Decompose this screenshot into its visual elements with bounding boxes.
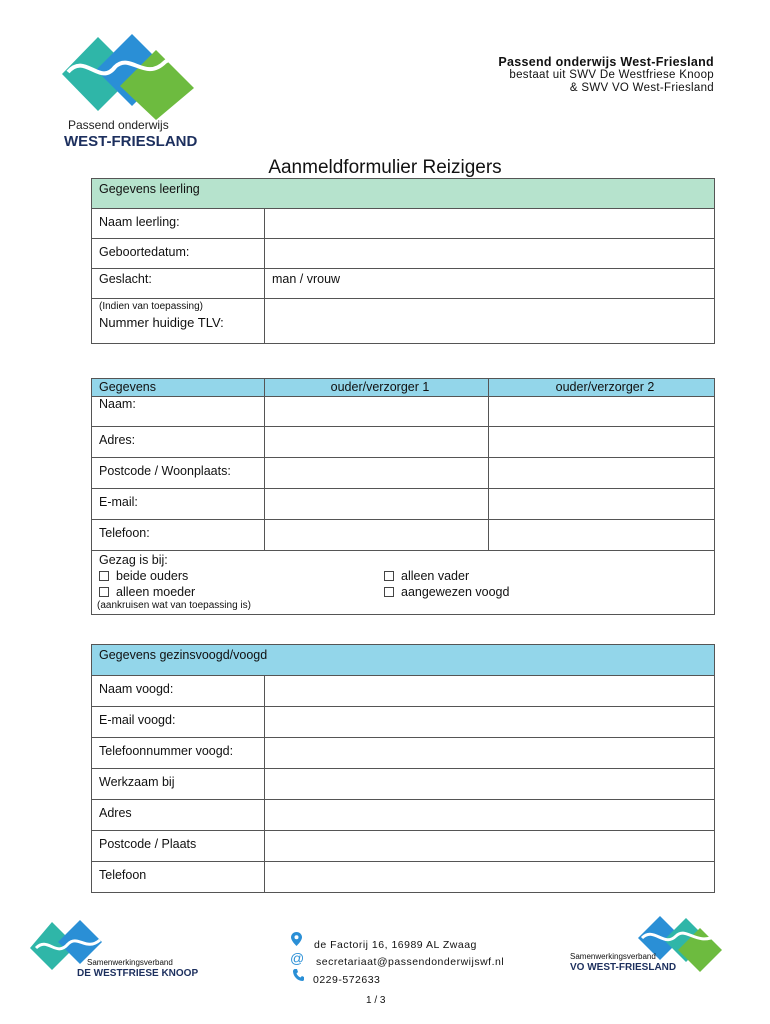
input-telefoon-ouder-2[interactable] bbox=[489, 520, 715, 551]
logo-text-small: Passend onderwijs bbox=[68, 118, 169, 132]
input-naam-voogd[interactable] bbox=[265, 676, 715, 707]
gezag-option-label: alleen moeder bbox=[116, 585, 196, 599]
org-info bbox=[498, 56, 714, 95]
label-naam-voogd: Naam voogd: bbox=[92, 676, 265, 707]
footer-logo-right bbox=[570, 914, 740, 976]
org-line-3: & SWV VO West-Friesland bbox=[569, 82, 714, 94]
form-title: Aanmeldformulier Reizigers bbox=[268, 157, 502, 178]
gezag-option-alleen-moeder[interactable] bbox=[99, 585, 195, 599]
footer-address: de Factorij 16, 16989 AL Zwaag bbox=[314, 939, 477, 951]
section-voogd: Gegevens gezinsvoogd/voogd bbox=[92, 645, 715, 676]
label-naam-leerling: Naam leerling: bbox=[92, 209, 265, 239]
logo-mark bbox=[60, 32, 200, 122]
footer-right-big: VO WEST-FRIESLAND bbox=[570, 962, 677, 973]
label-adres-voogd: Adres bbox=[92, 800, 265, 831]
header-ouder-2: ouder/verzorger 2 bbox=[489, 379, 715, 397]
label-tlv bbox=[92, 299, 265, 344]
section-ouders: Gegevens bbox=[92, 379, 265, 397]
gezag-section bbox=[91, 548, 715, 615]
checkbox-icon[interactable] bbox=[384, 571, 394, 581]
footer-right-small: Samenwerkingsverband bbox=[570, 952, 656, 961]
footer-left-small: Samenwerkingsverband bbox=[87, 958, 173, 967]
voogd-table bbox=[91, 644, 715, 893]
input-email-voogd[interactable] bbox=[265, 707, 715, 738]
input-email-ouder-1[interactable] bbox=[265, 489, 489, 520]
logo-text-big: WEST-FRIESLAND bbox=[64, 133, 198, 150]
gezag-option-alleen-vader[interactable] bbox=[384, 569, 469, 583]
checkbox-icon[interactable] bbox=[384, 587, 394, 597]
label-adres-ouder: Adres: bbox=[92, 427, 265, 458]
input-postcode-ouder-2[interactable] bbox=[489, 458, 715, 489]
label-naam-ouder: Naam: bbox=[92, 397, 265, 427]
label-email-ouder: E-mail: bbox=[92, 489, 265, 520]
gezag-title: Gezag is bij: bbox=[99, 553, 168, 567]
gezag-option-label: beide ouders bbox=[116, 569, 189, 583]
gezag-note: (aankruisen wat van toepassing is) bbox=[97, 600, 251, 611]
section-leerling: Gegevens leerling bbox=[92, 179, 715, 209]
footer-email[interactable]: secretariaat@passendonderwijswf.nl bbox=[316, 956, 505, 968]
input-email-ouder-2[interactable] bbox=[489, 489, 715, 520]
input-adres-ouder-1[interactable] bbox=[265, 427, 489, 458]
main-logo bbox=[60, 32, 200, 150]
org-line-2: bestaat uit SWV De Westfriese Knoop bbox=[509, 69, 714, 81]
label-email-voogd: E-mail voogd: bbox=[92, 707, 265, 738]
gezag-option-label: aangewezen voogd bbox=[401, 585, 510, 599]
label-telefoon-voogd: Telefoon bbox=[92, 862, 265, 893]
page-number: 1 / 3 bbox=[366, 995, 386, 1006]
tlv-label: Nummer huidige TLV: bbox=[99, 315, 224, 330]
footer-phone[interactable]: 0229-572633 bbox=[313, 974, 381, 986]
footer-logo-left bbox=[30, 918, 200, 982]
label-postcode-voogd: Postcode / Plaats bbox=[92, 831, 265, 862]
input-geslacht[interactable]: man / vrouw bbox=[265, 269, 715, 299]
label-geslacht: Geslacht: bbox=[92, 269, 265, 299]
input-telefoonnummer-voogd[interactable] bbox=[265, 738, 715, 769]
label-geboortedatum: Geboortedatum: bbox=[92, 239, 265, 269]
input-postcode-voogd[interactable] bbox=[265, 831, 715, 862]
input-naam-leerling[interactable] bbox=[265, 209, 715, 239]
label-telefoonnummer-voogd: Telefoonnummer voogd: bbox=[92, 738, 265, 769]
input-tlv[interactable] bbox=[265, 299, 715, 344]
footer-left-big: DE WESTFRIESE KNOOP bbox=[77, 968, 199, 979]
location-pin-icon bbox=[291, 932, 302, 946]
input-geboortedatum[interactable] bbox=[265, 239, 715, 269]
label-werkzaam: Werkzaam bij bbox=[92, 769, 265, 800]
input-adres-ouder-2[interactable] bbox=[489, 427, 715, 458]
header-ouder-1: ouder/verzorger 1 bbox=[265, 379, 489, 397]
input-telefoon-ouder-1[interactable] bbox=[265, 520, 489, 551]
leerling-table bbox=[91, 178, 715, 344]
email-at-icon: @ bbox=[290, 950, 305, 966]
input-adres-voogd[interactable] bbox=[265, 800, 715, 831]
input-postcode-ouder-1[interactable] bbox=[265, 458, 489, 489]
phone-icon bbox=[293, 969, 304, 981]
org-title: Passend onderwijs West-Friesland bbox=[498, 55, 714, 69]
tlv-note: (Indien van toepassing) bbox=[99, 301, 203, 312]
gezag-option-label: alleen vader bbox=[401, 569, 470, 583]
checkbox-icon[interactable] bbox=[99, 587, 109, 597]
label-telefoon-ouder: Telefoon: bbox=[92, 520, 265, 551]
ouders-table bbox=[91, 378, 715, 551]
gezag-option-aangewezen-voogd[interactable] bbox=[384, 585, 509, 599]
input-naam-ouder-2[interactable] bbox=[489, 397, 715, 427]
input-werkzaam[interactable] bbox=[265, 769, 715, 800]
checkbox-icon[interactable] bbox=[99, 571, 109, 581]
input-naam-ouder-1[interactable] bbox=[265, 397, 489, 427]
input-telefoon-voogd[interactable] bbox=[265, 862, 715, 893]
label-postcode-ouder: Postcode / Woonplaats: bbox=[92, 458, 265, 489]
gezag-option-beide-ouders[interactable] bbox=[99, 569, 188, 583]
